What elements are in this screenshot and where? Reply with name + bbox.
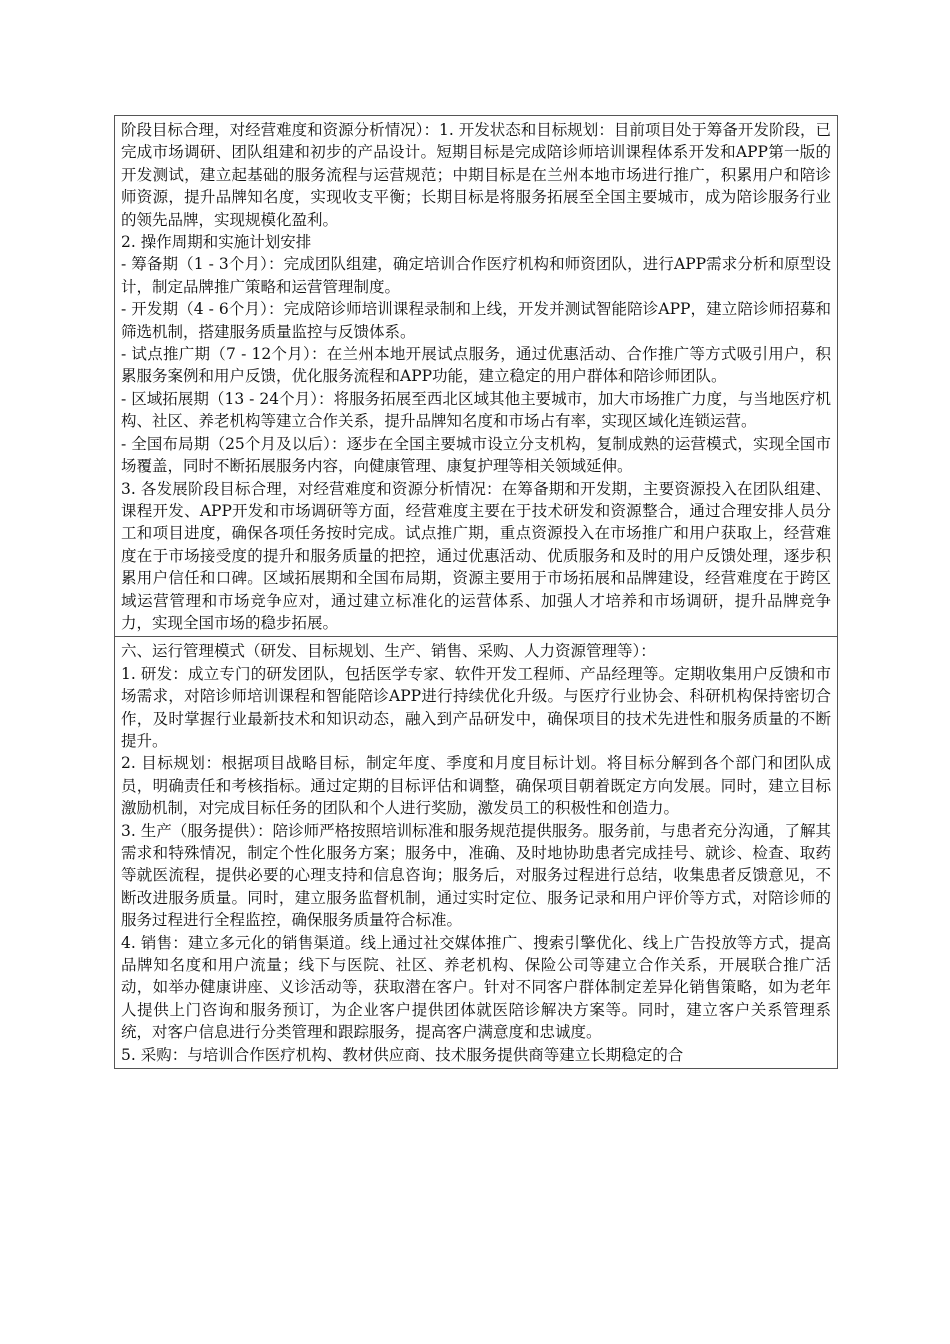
heading-operation-management: 六、运行管理模式（研发、目标规划、生产、销售、采购、人力资源管理等）： xyxy=(121,642,656,661)
list-item-development-period: - 开发期（4 - 6个月）：完成陪诊师培训课程录制和上线，开发并测试智能陪诊APP，建立陪诊师招募和筛选机制，搭建服务质量监控与反馈体系。 xyxy=(121,300,831,341)
list-item-preparation-period: - 筹备期（1 - 3个月）：完成团队组建，确定培训合作医疗机构和师资团队，进行APP需求分析和原型设计，制定品牌推广策略和运营管理制度。 xyxy=(121,255,831,296)
paragraph-service-provision: 3. 生产（服务提供）：陪诊师严格按照培训标准和服务规范提供服务。服务前，与患者充分沟通，了解其需求和特殊情况，制定个性化服务方案；服务中，准确、及时地协助患者完成挂号、就诊、检查、取药等就医流程，提供必要的心理支持和信息咨询；服务后，对服务过程进行总结，收集患者反馈意见，不断改进服务质量。同时，建立服务监督机制，通过实时定位、服务记录和用户评价等方式，对陪诊师的服务过程进行全程监控，确保服务质量符合标准。 xyxy=(121,821,831,930)
paragraph-procurement: 5. 采购：与培训合作医疗机构、教材供应商、技术服务提供商等建立长期稳定的合 xyxy=(121,1045,684,1064)
paragraph-stage-goals: 阶段目标合理，对经营难度和资源分析情况）：1. 开发状态和目标规划：目前项目处于筹备开发阶段，已完成市场调研、团队组建和初步的产品设计。短期目标是完成陪诊师培训课程体系开发和APP第一版的开发测试，建立起基础的服务流程与运营规范；中期目标是在兰州本地市场进行推广，积累用户和陪诊师资源，提升品牌知名度，实现收支平衡；长期目标是将服务拓展至全国主要城市，成为陪诊服务行业的领先品牌，实现规模化盈利。 xyxy=(121,121,831,229)
paragraph-sales: 4. 销售：建立多元化的销售渠道。线上通过社交媒体推广、搜索引擎优化、线上广告投放等方式，提高品牌知名度和用户流量；线下与医院、社区、养老机构、保险公司等建立合作关系，开展联合推广活动，如举办健康讲座、义诊活动等，获取潜在客户。针对不同客户群体制定差异化销售策略，如为老年人提供上门咨询和服务预订，为企业客户提供团体就医陪诊解决方案等。同时，建立客户关系管理系统，对客户信息进行分类管理和跟踪服务，提高客户满意度和忠诚度。 xyxy=(121,933,831,1042)
paragraph-research: 1. 研发：成立专门的研发团队，包括医学专家、软件开发工程师、产品经理等。定期收集用户反馈和市场需求，对陪诊师培训课程和智能陪诊APP进行持续优化升级。与医疗行业协会、科研机构保持密切合作，及时掌握行业最新技术和知识动态，融入到产品研发中，确保项目的技术先进性和服务质量的不断提升。 xyxy=(121,664,831,750)
paragraph-goal-planning: 2. 目标规划：根据项目战略目标，制定年度、季度和月度目标计划。将目标分解到各个部门和团队成员，明确责任和考核指标。通过定期的目标评估和调整，确保项目朝着既定方向发展。同时，建立目标激励机制，对完成目标任务的团队和个人进行奖励，激发员工的积极性和创造力。 xyxy=(121,754,831,818)
list-item-regional-expansion-period: - 区域拓展期（13 - 24个月）：将服务拓展至西北区域其他主要城市，加大市场推广力度，与当地医疗机构、社区、养老机构等建立合作关系，提升品牌知名度和市场占有率，实现区域化连锁运营。 xyxy=(121,389,831,431)
list-item-national-layout-period: - 全国布局期（25个月及以后）：逐步在全国主要城市设立分支机构，复制成熟的运营模式，实现全国市场覆盖，同时不断拓展服务内容，向健康管理、康复护理等相关领域延伸。 xyxy=(121,434,831,476)
paragraph-stage-analysis: 3. 各发展阶段目标合理，对经营难度和资源分析情况：在筹备期和开发期，主要资源投入在团队组建、课程开发、APP开发和市场调研等方面，经营难度主要在于技术研发和资源整合，通过合理安排人员分工和项目进度，确保各项任务按时完成。试点推广期，重点资源投入在市场推广和用户获取上，经营难度在于市场接受度的提升和服务质量的把控，通过优惠活动、优质服务和及时的用户反馈处理，逐步积累用户信任和口碑。区域拓展期和全国布局期，资源主要用于市场拓展和品牌建设，经营难度在于跨区域运营管理和市场竞争应对，通过建立标准化的运营体系、加强人才培养和市场调研，提升品牌竞争力，实现全国市场的稳步拓展。 xyxy=(121,479,831,632)
content-table xyxy=(114,115,838,1069)
heading-operation-cycle: 2. 操作周期和实施计划安排 xyxy=(121,233,312,252)
section-operation-management xyxy=(115,636,837,1068)
list-item-pilot-period: - 试点推广期（7 - 12个月）：在兰州本地开展试点服务，通过优惠活动、合作推广等方式吸引用户，积累服务案例和用户反馈，优化服务流程和APP功能，建立稳定的用户群体和陪诊师团队。 xyxy=(121,345,831,386)
section-development-plan xyxy=(115,116,837,636)
